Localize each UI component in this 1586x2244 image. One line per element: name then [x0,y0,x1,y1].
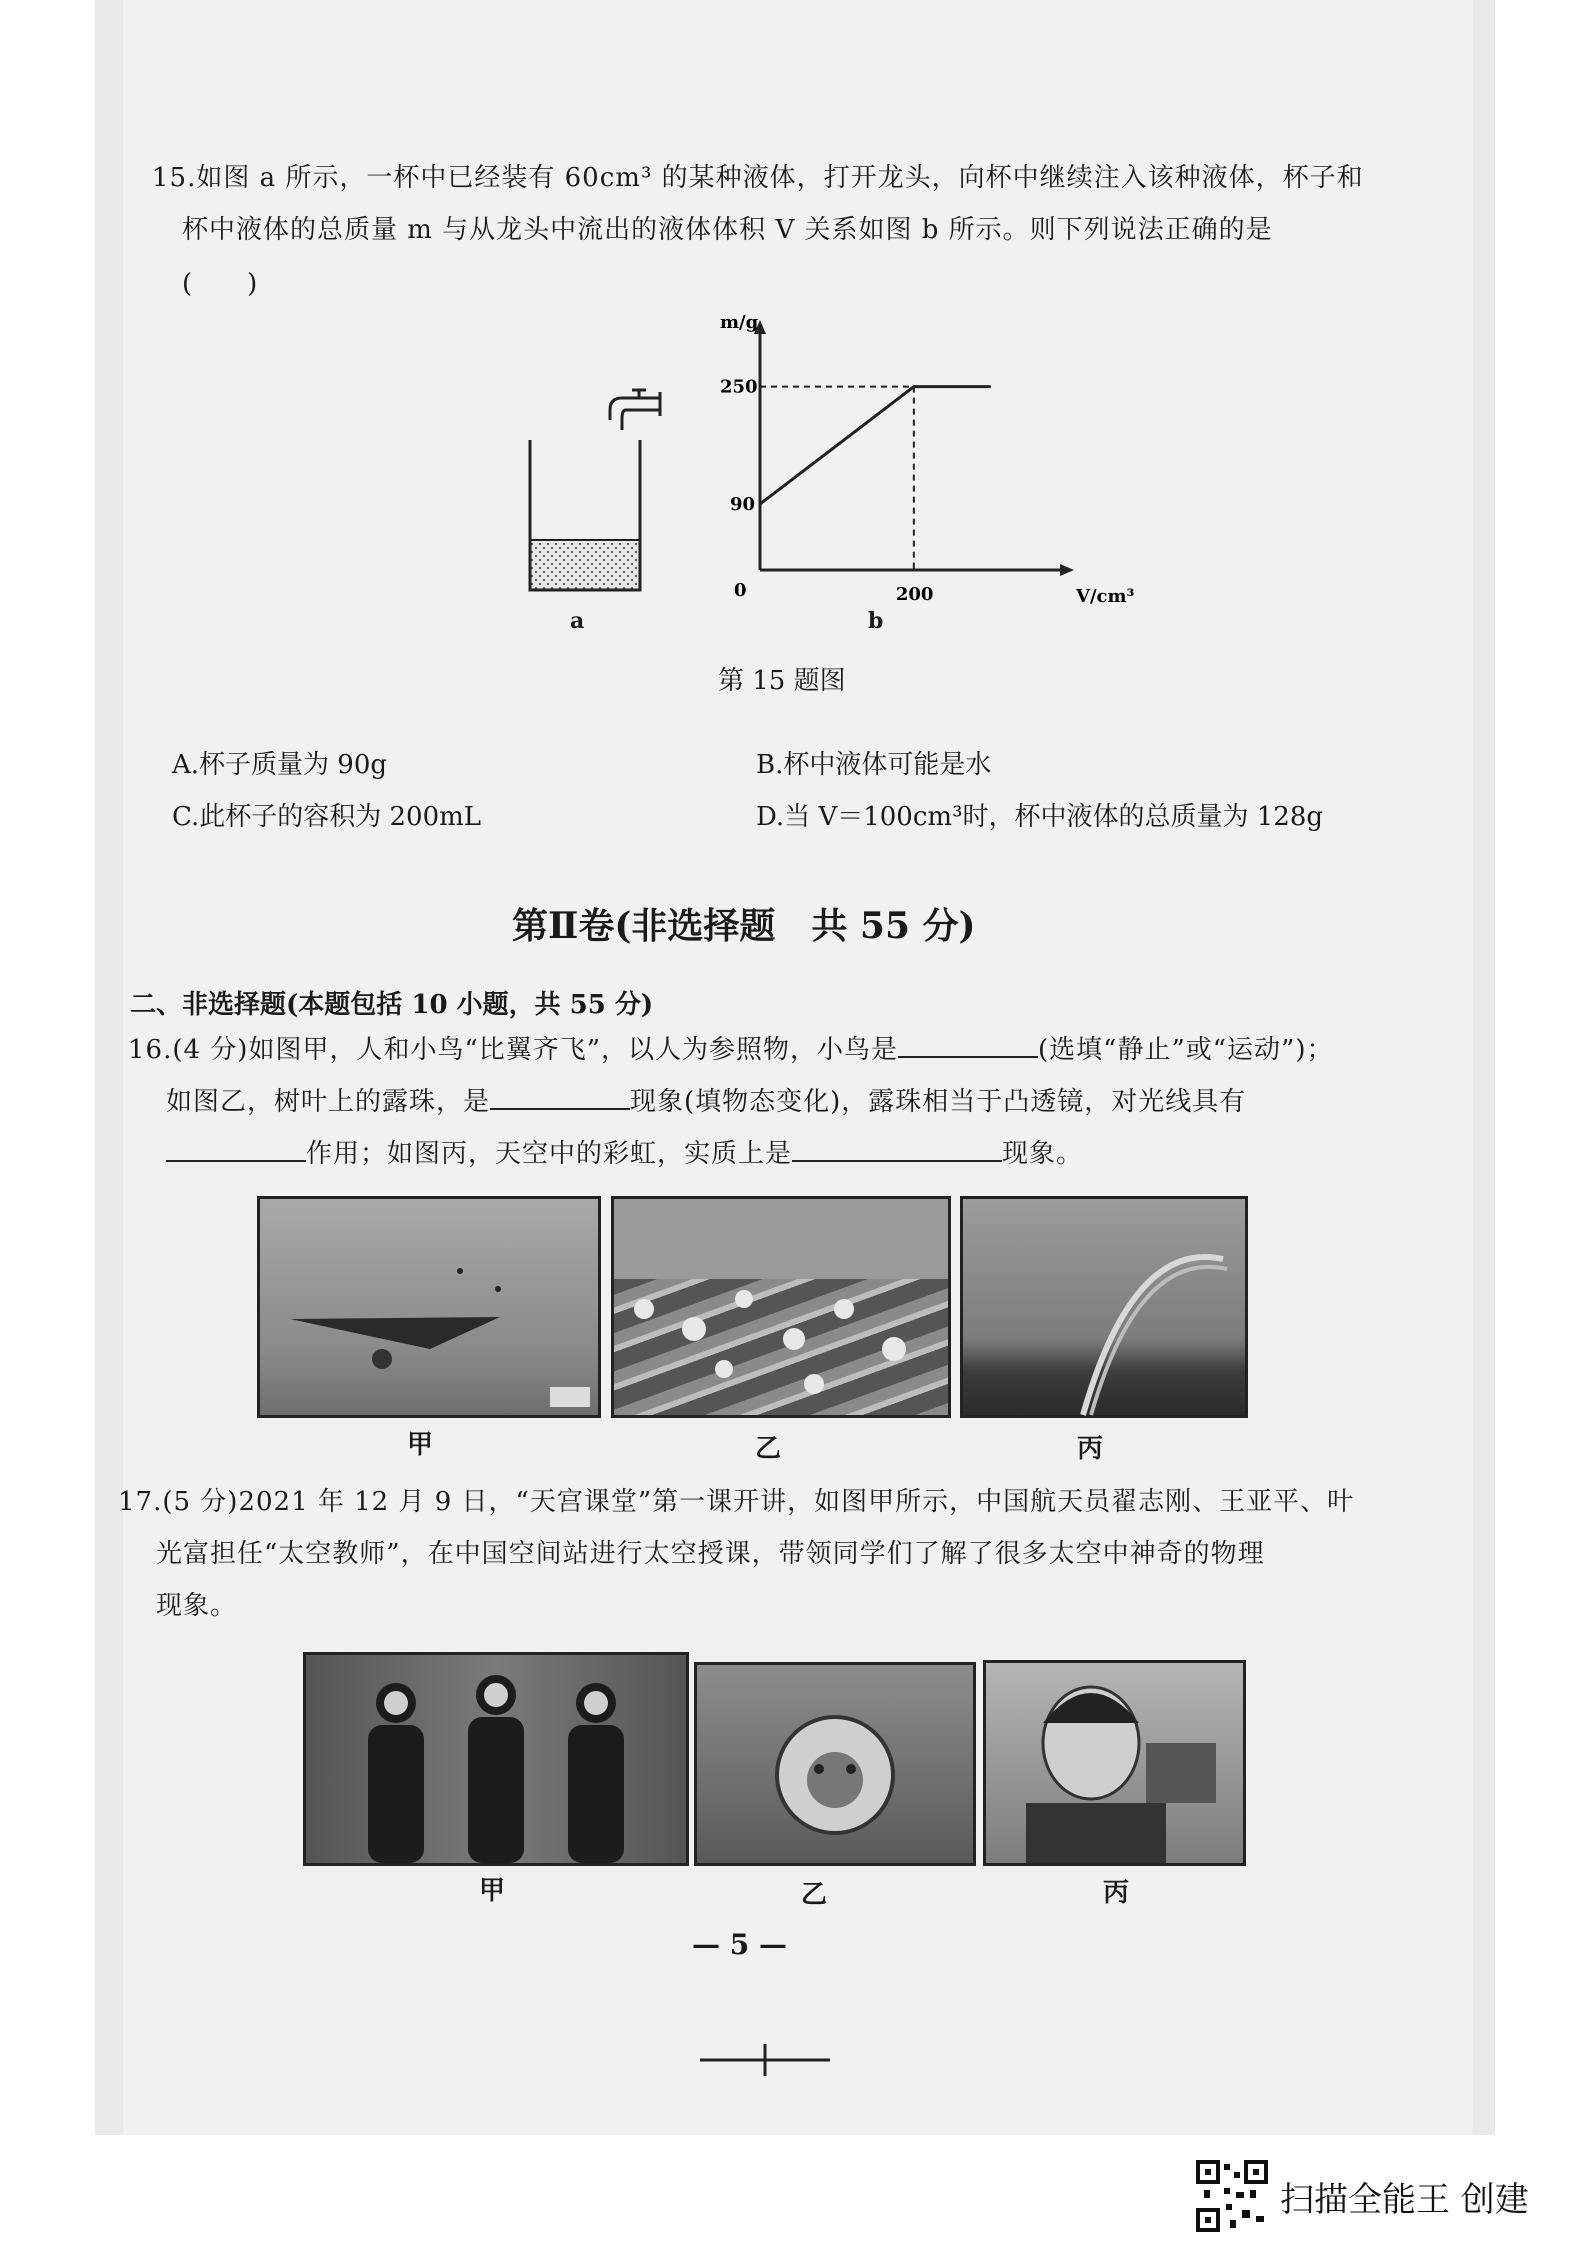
q16-blank-4[interactable] [792,1130,1002,1162]
q15-option-d[interactable]: D.当 V＝100cm³时，杯中液体的总质量为 128g [756,802,1324,832]
q16-text-2a: 如图乙，树叶上的露珠，是 [166,1087,491,1117]
q17-photo-jia-astronauts [303,1652,689,1866]
figure-a-label: a [570,608,585,634]
q16-text-3b: 现象。 [1002,1139,1084,1169]
q16-text-1a: 16.(4 分)如图甲，人和小鸟“比翼齐飞”，以人为参照物，小鸟是 [128,1035,899,1065]
footer-brand-text: 扫描全能王 创建 [1280,2180,1529,2220]
figure-b-graph [690,312,1135,640]
q16-text-1b: (选填“静止”或“运动”)； [1038,1035,1334,1065]
figure-b-label: b [868,608,884,634]
q16-text-2b: 现象(填物态变化)，露珠相当于凸透镜，对光线具有 [630,1087,1247,1117]
q15-text-line2: 杯中液体的总质量 m 与从龙头中流出的液体体积 V 关系如图 b 所示。则下列说法正确的是 [182,215,1273,245]
q16-photo-bing-rainbow [960,1196,1248,1418]
x-tick-label-200: 200 [895,584,934,605]
q17-caption-jia: 甲 [478,1876,505,1906]
origin-label: 0 [734,580,747,601]
q15-figure-caption: 第 15 题图 [718,666,846,696]
q16-line2 [166,1076,1416,1128]
q17-caption-bing: 丙 [1102,1878,1129,1908]
q15-option-b[interactable]: B.杯中液体可能是水 [756,750,992,780]
q16-line1 [128,1024,1408,1076]
q17-text-line1: 17.(5 分)2021 年 12 月 9 日，“天宫课堂”第一课开讲，如图甲所示，中国航天员翟志刚、王亚平、叶 [118,1487,1355,1517]
q16-blank-1[interactable] [898,1026,1038,1058]
q16-blank-2[interactable] [490,1078,630,1110]
q16-caption-yi: 乙 [754,1434,781,1464]
liquid-in-cup [530,540,640,590]
q15-answer-paren: ( ) [182,269,259,299]
section2-subheading: 二、非选择题(本题包括 10 小题，共 55 分) [130,990,654,1020]
q15-text-line1: 15.如图 a 所示，一杯中已经装有 60cm³ 的某种液体，打开龙头，向杯中继续注入该种液体，杯子和 [152,163,1364,193]
page-number: — 5 — [692,1928,787,1961]
q15-option-c[interactable]: C.此杯子的容积为 200mL [172,802,482,832]
faucet-icon [610,390,660,430]
center-crop-mark [700,2040,830,2080]
y-axis-label: m/g [720,312,759,333]
mass-volume-line [760,387,991,504]
q17-photo-bing-astronaut [983,1660,1246,1866]
q16-photo-jia-hang-glider [257,1196,601,1418]
section2-heading: 第Ⅱ卷(非选择题 共 55 分) [512,905,976,947]
q16-caption-jia: 甲 [406,1430,433,1460]
q16-blank-3[interactable] [166,1130,306,1162]
q15-option-a[interactable]: A.杯子质量为 90g [172,750,388,780]
y-tick-label-250: 250 [720,376,758,398]
q16-photo-yi-dewdrops [611,1196,951,1418]
figure-a-cup-faucet [510,370,710,630]
q17-caption-yi: 乙 [800,1880,827,1910]
q17-photo-yi-water-ball [694,1662,976,1866]
q16-caption-bing: 丙 [1076,1434,1103,1464]
q17-text-line2: 光富担任“太空教师”，在中国空间站进行太空授课，带领同学们了解了很多太空中神奇的物理 [156,1539,1265,1569]
q16-line3 [166,1128,1416,1180]
q16-text-3a: 作用；如图丙，天空中的彩虹，实质上是 [306,1139,793,1169]
q17-text-line3: 现象。 [156,1591,238,1621]
x-axis-label: V/cm³ [1076,586,1135,607]
qr-code-icon [1196,2160,1268,2232]
y-tick-label-90: 90 [730,494,756,515]
